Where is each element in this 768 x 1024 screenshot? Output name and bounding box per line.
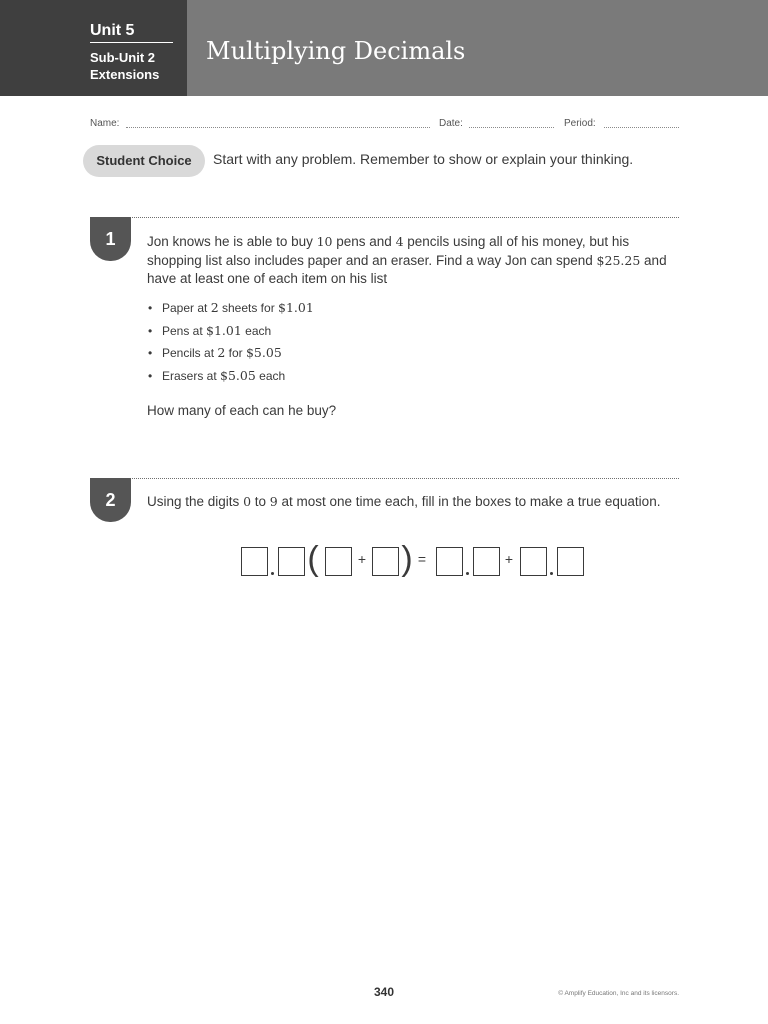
- decimal-point: [466, 572, 469, 575]
- plus-sign: +: [357, 551, 367, 567]
- problem-1-divider: [90, 217, 679, 218]
- digit-box[interactable]: [372, 547, 399, 576]
- problem-2-number-tab: 2: [90, 478, 131, 522]
- equals-sign: =: [417, 551, 427, 567]
- list-item: • Erasers at $5.05 each: [148, 367, 286, 383]
- digit-box[interactable]: [241, 547, 268, 576]
- date-label: Date:: [439, 118, 463, 129]
- problem-1-prompt: Jon knows he is able to buy 10 pens and 4 pencils using all of his money, but his shopping list also includes paper and an eraser. Find a way Jon can spend $25.25 and have at least one of each item on his list: [147, 234, 667, 286]
- list-item: • Pencils at 2 for $5.05: [148, 345, 282, 360]
- period-field[interactable]: [604, 127, 679, 128]
- student-choice-badge: Student Choice: [83, 145, 205, 177]
- period-label: Period:: [564, 118, 596, 129]
- list-item: • Paper at 2 sheets for $1.01: [148, 300, 314, 315]
- decimal-point: [271, 572, 274, 575]
- digit-box[interactable]: [557, 547, 584, 576]
- problem-1-item-list: [148, 299, 314, 389]
- digit-box[interactable]: [436, 547, 463, 576]
- copyright-notice: © Amplify Education, Inc and its licensors.: [558, 990, 679, 997]
- name-label: Name:: [90, 118, 120, 129]
- unit-divider: [90, 42, 173, 43]
- problem-1-number-tab: 1: [90, 217, 131, 261]
- digit-box[interactable]: [278, 547, 305, 576]
- digit-box[interactable]: [325, 547, 352, 576]
- student-choice-instruction: Start with any problem. Remember to show or explain your thinking.: [213, 151, 634, 167]
- open-parenthesis: (: [307, 540, 319, 578]
- problem-1-question: How many of each can he buy?: [147, 403, 337, 418]
- close-parenthesis: ): [401, 540, 413, 578]
- plus-sign: +: [504, 551, 514, 567]
- digit-box[interactable]: [520, 547, 547, 576]
- subunit-label: Sub-Unit 2: [90, 50, 155, 65]
- page-number: 340: [373, 985, 395, 999]
- list-item: • Pens at $1.01 each: [148, 322, 272, 338]
- decimal-point: [550, 572, 553, 575]
- name-field[interactable]: [126, 127, 430, 128]
- problem-2-prompt: Using the digits 0 to 9 at most one time each, fill in the boxes to make a true equation.: [147, 494, 661, 509]
- unit-title: Unit 5: [90, 22, 135, 39]
- section-label: Extensions: [90, 67, 160, 82]
- date-field[interactable]: [469, 127, 554, 128]
- problem-2-divider: [90, 478, 679, 479]
- page-title: Multiplying Decimals: [206, 37, 466, 65]
- digit-box[interactable]: [473, 547, 500, 576]
